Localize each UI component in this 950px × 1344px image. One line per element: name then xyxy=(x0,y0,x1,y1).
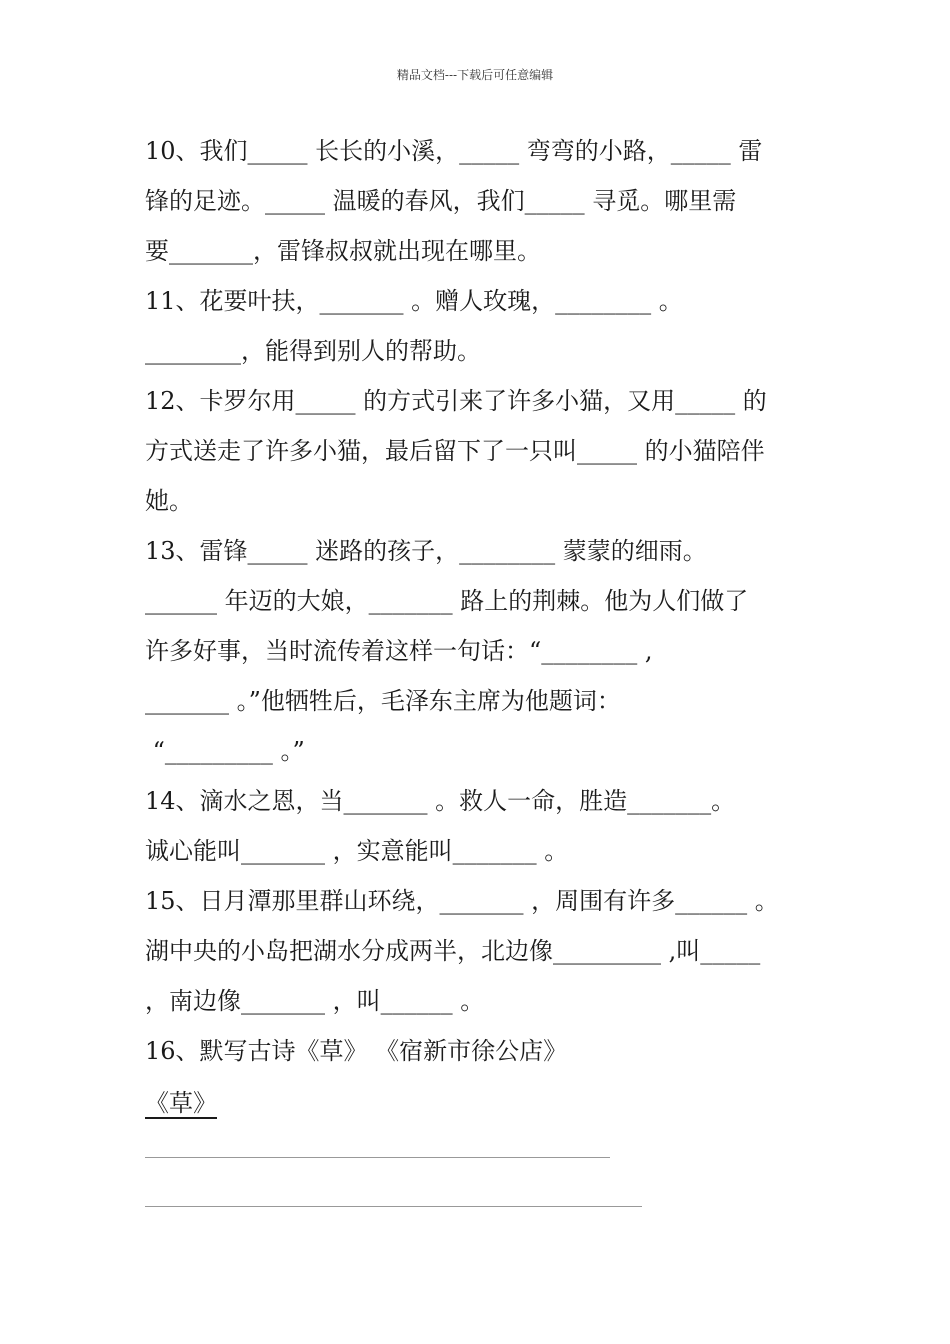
text-line: 诚心能叫_______ ，实意能叫_______ 。 xyxy=(145,837,569,865)
text-line: 12、卡罗尔用_____ 的方式引来了许多小猫，又用_____ 的 xyxy=(145,387,767,415)
text-line: 15、日月潭那里群山环绕，_______ ，周围有许多______ 。 xyxy=(145,887,779,915)
text-line: _______ 。”他牺牲后，毛泽东主席为他题词： xyxy=(145,687,621,715)
text-line: 锋的足迹。_____ 温暖的春风，我们_____ 寻觅。哪里需 xyxy=(145,187,737,215)
poem-title: 《草》 xyxy=(145,1089,217,1117)
text-line: 方式送走了许多小猫，最后留下了一只叫_____ 的小猫陪伴 xyxy=(145,437,765,465)
text-line: 要_______，雷锋叔叔就出现在哪里。 xyxy=(145,237,541,265)
text-line: 10、我们_____ 长长的小溪，_____ 弯弯的小路，_____ 雷 xyxy=(145,137,763,165)
text-line: 11、花要叶扶，_______ 。赠人玫瑰，________ 。 xyxy=(145,287,683,315)
text-line: ______ 年迈的大娘，_______ 路上的荆棘。他为人们做了 xyxy=(145,587,749,615)
text-line: 许多好事，当时流传着这样一句话：“________ , xyxy=(145,637,653,665)
text-line: 14、滴水之恩，当_______ 。救人一命，胜造_______。 xyxy=(145,787,736,815)
text-line: ，南边像_______ ，叫______ 。 xyxy=(145,987,485,1015)
writing-line xyxy=(145,1206,642,1207)
text-line: 16、默写古诗《草》 《宿新市徐公店》 xyxy=(145,1037,568,1065)
writing-line xyxy=(145,1157,610,1158)
text-line: ________，能得到别人的帮助。 xyxy=(145,337,481,365)
text-line: 13、雷锋_____ 迷路的孩子，________ 蒙蒙的细雨。 xyxy=(145,537,707,565)
page-header: 精品文档---下载后可任意编辑 xyxy=(396,68,554,82)
text-line: 她。 xyxy=(145,487,193,515)
text-line: “_________ 。” xyxy=(145,737,305,765)
text-line: 湖中央的小岛把湖水分成两半，北边像_________ ,叫_____ xyxy=(145,937,761,965)
